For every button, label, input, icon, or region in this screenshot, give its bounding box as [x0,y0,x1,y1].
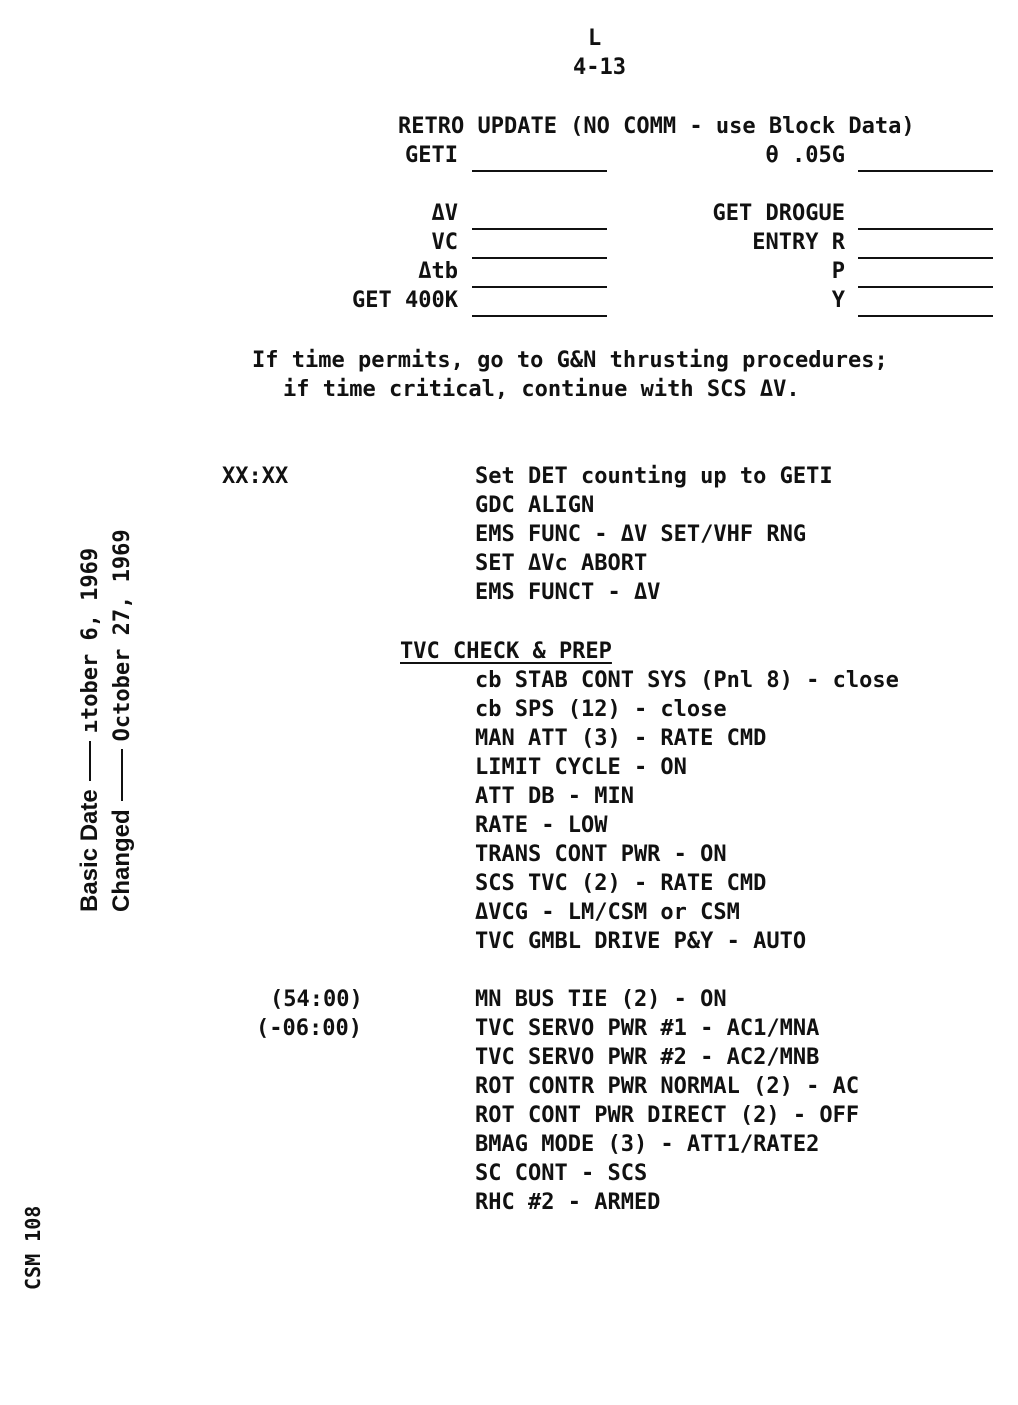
field-blank-y [858,315,993,317]
changed-label: Changed [108,809,135,912]
step-item: LIMIT CYCLE - ON [475,755,687,780]
changed-line [106,529,137,912]
step-item: RATE - LOW [475,813,608,838]
step-item: MAN ATT (3) - RATE CMD [475,726,767,751]
tvc-heading: TVC CHECK & PREP [400,639,612,664]
field-blank-vc [472,257,607,259]
field-blank-theta-05g [858,170,993,172]
step-item: TVC SERVO PWR #1 - AC1/MNA [475,1016,820,1041]
field-label-get-400k: GET 400K [352,288,458,313]
step-item: ROT CONT PWR DIRECT (2) - OFF [475,1103,860,1128]
field-label-y: Y [831,288,845,313]
field-label-geti: GETI [405,143,458,168]
step-time-54-00: (54:00) [270,987,363,1012]
basic-date-value: ıtober 6, 1969 [78,547,103,734]
step-item: ATT DB - MIN [475,784,634,809]
field-blank-geti [472,170,607,172]
step-item: cb STAB CONT SYS (Pnl 8) - close [475,668,899,693]
field-label-delta-tb: Δtb [418,259,458,284]
field-blank-entry-r [858,257,993,259]
field-label-vc: VC [431,230,458,255]
field-label-get-drogue: GET DROGUE [712,201,845,226]
step-item: TVC GMBL DRIVE P&Y - AUTO [475,929,807,954]
basic-date-label: Basic Date [76,789,103,912]
field-blank-get-drogue [858,228,993,230]
step-item: SCS TVC (2) - RATE CMD [475,871,767,896]
step-item: cb SPS (12) - close [475,697,727,722]
vehicle-id: CSM 108 [21,1205,45,1290]
field-label-p: P [831,259,845,284]
instruction-line-2: if time critical, continue with SCS ΔV. [283,377,800,402]
step-item: BMAG MODE (3) - ATT1/RATE2 [475,1132,820,1157]
step-item: GDC ALIGN [475,493,595,518]
field-blank-p [858,286,993,288]
field-blank-delta-v [472,228,607,230]
step-item: RHC #2 - ARMED [475,1190,661,1215]
retro-update-title: RETRO UPDATE (NO COMM - use Block Data) [398,114,915,139]
field-label-theta-05g: θ .05G [765,143,845,168]
step-item: SET ΔVc ABORT [475,551,648,576]
tvc-step-list [475,666,899,956]
field-label-entry-r: ENTRY R [752,230,845,255]
section-letter: L [588,26,602,51]
step-item: EMS FUNC - ΔV SET/VHF RNG [475,522,807,547]
step-item: MN BUS TIE (2) - ON [475,987,727,1012]
step-time-xx-xx: XX:XX [222,464,289,489]
field-blank-get-400k [472,315,607,317]
step-item: EMS FUNCT - ΔV [475,580,661,605]
step-item: ROT CONTR PWR NORMAL (2) - AC [475,1074,860,1099]
block1-step-list [475,462,833,607]
page-number: 4-13 [573,55,626,80]
step-item: TVC SERVO PWR #2 - AC2/MNB [475,1045,820,1070]
instruction-line-1: If time permits, go to G&N thrusting procedures; [252,348,888,373]
changed-rule [121,749,123,801]
step-item: TRANS CONT PWR - ON [475,842,727,867]
basic-date-rule [89,741,91,781]
changed-value: October 27, 1969 [110,529,135,742]
step-item: Set DET counting up to GETI [475,464,833,489]
step-item: ΔVCG - LM/CSM or CSM [475,900,740,925]
step-time-minus-06-00: (-06:00) [256,1016,362,1041]
field-label-delta-v: ΔV [431,201,458,226]
step-item: SC CONT - SCS [475,1161,648,1186]
field-blank-delta-tb [472,286,607,288]
basic-date-line [74,548,105,912]
block2-step-list [475,985,859,1217]
